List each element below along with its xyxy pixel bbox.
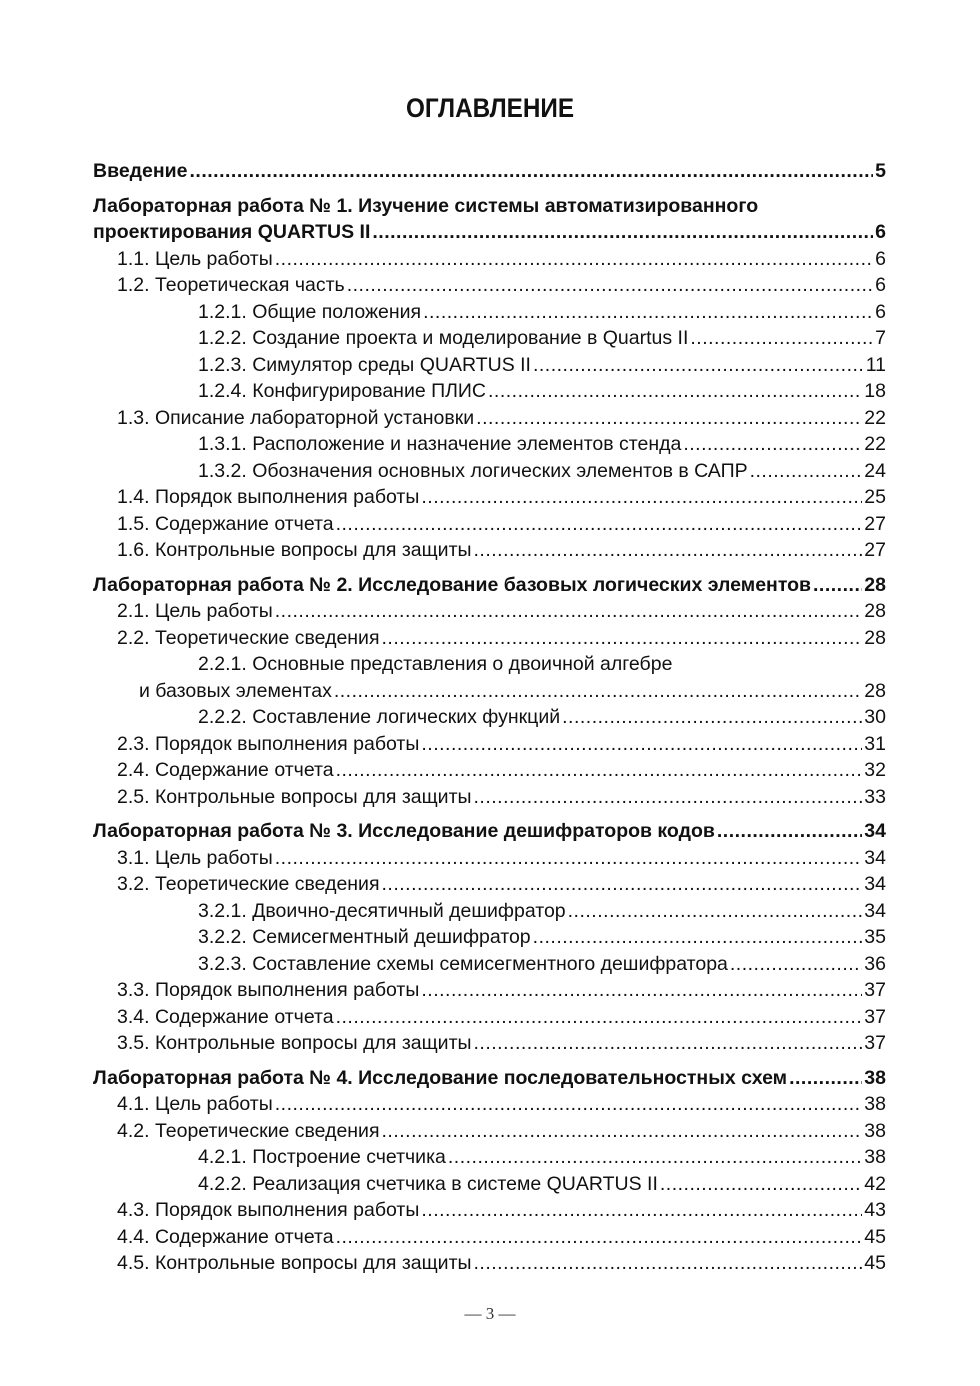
leader-dots (730, 951, 862, 978)
leader-dots (372, 219, 873, 246)
toc-entry-text: 3.2.1. Двоично-десятичный дешифратор (198, 899, 566, 922)
toc-entry-text: 1.1. Цель работы (117, 247, 273, 270)
toc-page-number: 6 (875, 300, 886, 323)
toc-page-number: 28 (864, 600, 886, 622)
toc-entry[interactable] (93, 1250, 886, 1277)
leader-dots (717, 818, 862, 845)
toc-entry-text: 4.5. Контрольные вопросы для защиты (117, 1252, 472, 1274)
toc-entry-text: проектирования QUARTUS II (93, 221, 371, 243)
leader-dots (476, 405, 862, 432)
toc-entry[interactable] (93, 951, 886, 978)
toc-entry[interactable] (93, 757, 886, 784)
leader-dots (275, 1091, 863, 1118)
leader-dots (683, 431, 862, 458)
leader-dots (347, 272, 873, 299)
toc-page-number: 7 (875, 327, 886, 349)
leader-dots (690, 325, 873, 352)
toc-entry[interactable] (93, 1197, 886, 1224)
toc-entry-text: 1.3. Описание лабораторной установки (117, 406, 475, 429)
toc-entry[interactable] (93, 272, 886, 299)
leader-dots (334, 678, 862, 705)
toc-entry-text: 1.2. Теоретическая часть (117, 274, 345, 296)
toc-entry-text: 1.6. Контрольные вопросы для защиты (117, 539, 472, 561)
leader-dots (474, 1030, 863, 1057)
leader-dots (190, 158, 874, 185)
toc-page-number: 31 (864, 732, 886, 755)
toc-page-number: 6 (875, 247, 886, 270)
toc-page-number: 34 (864, 846, 886, 869)
toc-entry-text: 2.2.2. Составление логических функций (198, 706, 561, 728)
toc-page-number: 34 (864, 873, 886, 895)
leader-dots (382, 1118, 863, 1145)
toc-entry[interactable] (93, 511, 886, 538)
toc-entry[interactable] (93, 246, 886, 273)
toc-lab2-heading[interactable] (93, 572, 886, 599)
toc-page-number: 34 (864, 820, 886, 842)
toc-entry[interactable] (93, 378, 886, 405)
leader-dots (488, 378, 862, 405)
leader-dots (533, 352, 864, 379)
toc-page-number: 28 (864, 626, 886, 649)
toc-entry-text: 2.5. Контрольные вопросы для защиты (117, 785, 472, 808)
toc-page-number: 38 (864, 1093, 886, 1115)
toc-entry-text: 1.2.1. Общие положения (198, 300, 422, 323)
toc-page-number: 37 (864, 1005, 886, 1028)
toc-entry[interactable] (93, 299, 886, 326)
toc-page-number: 37 (864, 979, 886, 1001)
toc-entry[interactable] (93, 598, 886, 625)
leader-dots (568, 898, 863, 925)
toc-lab1-heading-line2[interactable] (93, 219, 886, 246)
toc-page-number: 30 (864, 706, 886, 728)
toc-page-number: 42 (864, 1172, 886, 1195)
leader-dots (750, 458, 863, 485)
toc-entry[interactable] (93, 1091, 886, 1118)
toc-entry[interactable] (93, 1224, 886, 1251)
toc-entry-text: 1.3.2. Обозначения основных логических элементов в САПР (198, 459, 748, 482)
toc-entry-text: Лабораторная работа № 3. Исследование дешифраторов кодов (93, 820, 715, 842)
toc-entry-text: 4.4. Содержание отчета (117, 1225, 334, 1248)
toc-page-number: 45 (864, 1225, 886, 1248)
toc-page-number: 43 (864, 1199, 886, 1221)
leader-dots (448, 1144, 862, 1171)
toc-entry[interactable] (93, 704, 886, 731)
toc-entry[interactable] (93, 1004, 886, 1031)
toc-entry-text: 4.2.1. Построение счетчика (198, 1146, 446, 1168)
leader-dots (275, 246, 873, 273)
toc-entry-text: 1.4. Порядок выполнения работы (117, 486, 420, 508)
toc-entry-text: и базовых элементах (139, 679, 332, 702)
toc-entry[interactable] (93, 1144, 886, 1171)
leader-dots (660, 1171, 862, 1198)
toc-entry-text: 1.5. Содержание отчета (117, 512, 334, 535)
leader-dots (421, 1197, 862, 1224)
toc-entry[interactable] (93, 458, 886, 485)
toc-entry[interactable] (93, 731, 886, 758)
toc-page-number: 37 (864, 1032, 886, 1054)
toc-page-number: 28 (864, 573, 886, 596)
toc-entry[interactable] (93, 1118, 886, 1145)
toc-entry-line1[interactable] (93, 651, 886, 678)
toc-page-number: 36 (864, 952, 886, 975)
leader-dots (421, 731, 862, 758)
toc-page-number: 32 (864, 759, 886, 781)
leader-dots (382, 625, 863, 652)
toc-page-number: 45 (864, 1252, 886, 1274)
toc-entry[interactable] (93, 352, 886, 379)
toc-entry-text: 4.2.2. Реализация счетчика в системе QUARTUS II (198, 1172, 658, 1195)
leader-dots (336, 1224, 863, 1251)
page-title: ОГЛАВЛЕНИЕ (405, 93, 575, 123)
toc-entry[interactable] (93, 845, 886, 872)
toc-entry[interactable] (93, 977, 886, 1004)
toc-entry[interactable] (93, 484, 886, 511)
toc-entry-line2[interactable] (93, 678, 886, 705)
toc-entry-text: 2.2.1. Основные представления о двоичной алгебре (198, 653, 673, 675)
toc-page-number: 22 (864, 406, 886, 429)
toc-page-number: 27 (864, 512, 886, 535)
toc-entry-text: 3.3. Порядок выполнения работы (117, 979, 420, 1001)
toc-entry-text: 3.2. Теоретические сведения (117, 873, 380, 895)
toc-entry-text: Введение (93, 160, 188, 182)
leader-dots (562, 704, 862, 731)
toc-entry-text: 2.1. Цель работы (117, 600, 273, 622)
toc-entry[interactable] (93, 898, 886, 925)
toc-entry-text: 4.2. Теоретические сведения (117, 1119, 380, 1142)
leader-dots (423, 299, 873, 326)
toc-entry-text: 3.1. Цель работы (117, 846, 273, 869)
leader-dots (336, 757, 863, 784)
leader-dots (789, 1065, 862, 1092)
toc-page-number: 22 (864, 433, 886, 455)
toc-entry-text: 3.2.3. Составление схемы семисегментного дешифратора (198, 952, 728, 975)
toc-entry-text: Лабораторная работа № 1. Изучение системы автоматизированного (93, 194, 759, 217)
toc-entry[interactable] (93, 871, 886, 898)
leader-dots (474, 1250, 863, 1277)
leader-dots (813, 572, 862, 599)
leader-dots (474, 537, 863, 564)
toc-entry-text: Лабораторная работа № 2. Исследование базовых логических элементов (93, 573, 812, 596)
toc-page-number: 35 (864, 926, 886, 948)
toc-entry[interactable] (93, 405, 886, 432)
toc-page-number: 24 (864, 459, 886, 482)
toc-page-number: 38 (864, 1146, 886, 1168)
toc-entry[interactable] (93, 924, 886, 951)
toc-lab4-heading[interactable] (93, 1065, 886, 1092)
toc-entry[interactable] (93, 325, 886, 352)
toc-entry[interactable] (93, 1030, 886, 1057)
toc-entry[interactable] (93, 625, 886, 652)
leader-dots (421, 977, 862, 1004)
leader-dots (533, 924, 863, 951)
toc-page-number: 6 (875, 274, 886, 296)
leader-dots (421, 484, 862, 511)
toc-page-number: 27 (864, 539, 886, 561)
toc-entry-text: 4.1. Цель работы (117, 1093, 273, 1115)
toc-page-number: 34 (864, 899, 886, 922)
leader-dots (382, 871, 863, 898)
toc-page-number: 25 (864, 486, 886, 508)
toc-entry[interactable] (93, 431, 886, 458)
toc-lab1-heading-line1[interactable] (93, 193, 886, 220)
leader-dots (474, 784, 863, 811)
toc-entry[interactable] (93, 537, 886, 564)
leader-dots (275, 845, 863, 872)
toc-entry-text: 1.2.2. Создание проекта и моделирование в Quartus II (198, 327, 689, 349)
toc-page-number: 28 (864, 679, 886, 702)
toc-entry-intro[interactable] (93, 158, 886, 185)
toc-entry-text: Лабораторная работа № 4. Исследование последовательностных схем (93, 1066, 788, 1089)
toc-entry-text: 2.2. Теоретические сведения (117, 626, 380, 649)
leader-dots (336, 1004, 863, 1031)
table-of-contents (93, 158, 886, 1277)
leader-dots (275, 598, 863, 625)
toc-page-number: 5 (875, 160, 886, 182)
leader-dots (336, 511, 863, 538)
toc-entry[interactable] (93, 784, 886, 811)
toc-entry-text: 3.5. Контрольные вопросы для защиты (117, 1032, 472, 1054)
toc-entry-text: 4.3. Порядок выполнения работы (117, 1199, 420, 1221)
toc-page-number: 11 (865, 353, 886, 376)
toc-lab3-heading[interactable] (93, 818, 886, 845)
toc-page-number: 18 (864, 380, 886, 402)
toc-entry-text: 3.2.2. Семисегментный дешифратор (198, 926, 531, 948)
toc-entry-text: 1.2.3. Симулятор среды QUARTUS II (198, 353, 531, 376)
toc-page-number: 38 (864, 1119, 886, 1142)
toc-entry-text: 1.2.4. Конфигурирование ПЛИС (198, 380, 487, 402)
toc-page-number: 33 (864, 785, 886, 808)
toc-entry[interactable] (93, 1171, 886, 1198)
toc-entry-text: 2.4. Содержание отчета (117, 759, 334, 781)
toc-page-number: 38 (864, 1066, 886, 1089)
toc-entry-text: 1.3.1. Расположение и назначение элементов стенда (198, 433, 682, 455)
toc-entry-text: 3.4. Содержание отчета (117, 1005, 334, 1028)
toc-page-number: 6 (875, 221, 886, 243)
toc-entry-text: 2.3. Порядок выполнения работы (117, 732, 420, 755)
page-number-footer: — 3 — (464, 1304, 516, 1323)
